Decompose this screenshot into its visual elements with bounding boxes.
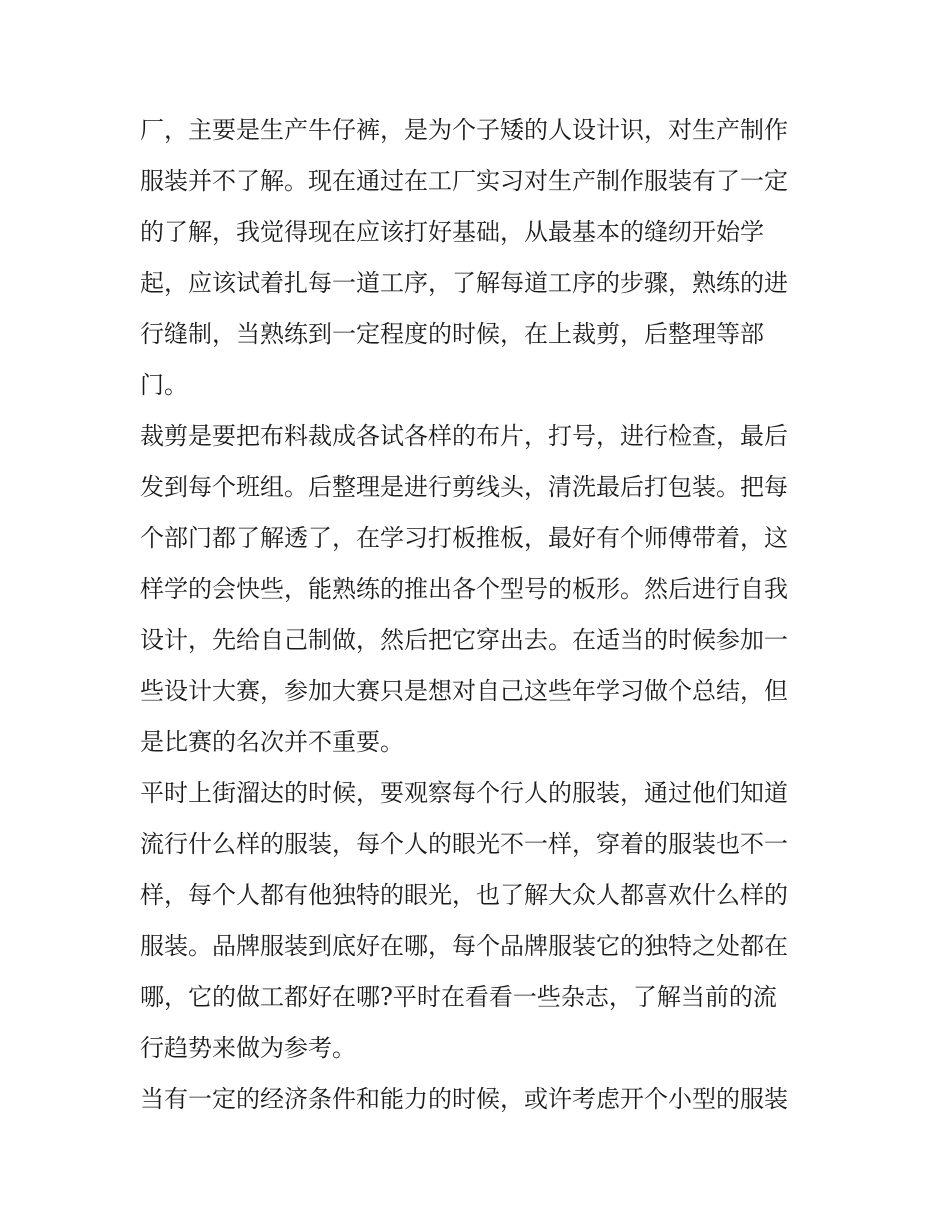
text-line: 些设计大赛，参加大赛只是想对自己这些年学习做个总结，但 bbox=[140, 677, 788, 705]
text-line: 行趋势来做为参考。 bbox=[140, 1034, 356, 1062]
text-line: 设计，先给自己制做，然后把它穿出去。在适当的时候参加一 bbox=[140, 626, 788, 654]
text-line: 的了解，我觉得现在应该打好基础，从最基本的缝纫开始学 bbox=[140, 218, 764, 246]
text-line: 当有一定的经济条件和能力的时候，或许考虑开个小型的服装 bbox=[140, 1085, 788, 1113]
text-line: 哪，它的做工都好在哪?平时在看看一些杂志，了解当前的流 bbox=[140, 983, 777, 1011]
text-line: 平时上街溜达的时候，要观察每个行人的服装，通过他们知道 bbox=[140, 779, 788, 807]
body-text bbox=[140, 105, 820, 1125]
text-line: 行缝制，当熟练到一定程度的时候，在上裁剪，后整理等部 bbox=[140, 320, 764, 348]
text-line: 厂，主要是生产牛仔裤，是为个子矮的人设计识，对生产制作 bbox=[140, 116, 788, 144]
text-line: 起，应该试着扎每一道工序，了解每道工序的步骤，熟练的进 bbox=[140, 269, 788, 297]
text-line: 服装。品牌服装到底好在哪，每个品牌服装它的独特之处都在 bbox=[140, 932, 788, 960]
text-line: 样学的会快些，能熟练的推出各个型号的板形。然后进行自我 bbox=[140, 575, 788, 603]
text-line: 裁剪是要把布料裁成各试各样的布片，打号，进行检查，最后 bbox=[140, 422, 788, 450]
text-line: 发到每个班组。后整理是进行剪线头，清洗最后打包装。把每 bbox=[140, 473, 788, 501]
text-line: 门。 bbox=[140, 371, 188, 399]
text-line: 流行什么样的服装，每个人的眼光不一样，穿着的服装也不一 bbox=[140, 830, 788, 858]
text-line: 样，每个人都有他独特的眼光，也了解大众人都喜欢什么样的 bbox=[140, 881, 788, 909]
text-line: 是比赛的名次并不重要。 bbox=[140, 728, 404, 756]
text-line: 服装并不了解。现在通过在工厂实习对生产制作服装有了一定 bbox=[140, 167, 788, 195]
text-line: 个部门都了解透了，在学习打板推板，最好有个师傅带着，这 bbox=[140, 524, 788, 552]
